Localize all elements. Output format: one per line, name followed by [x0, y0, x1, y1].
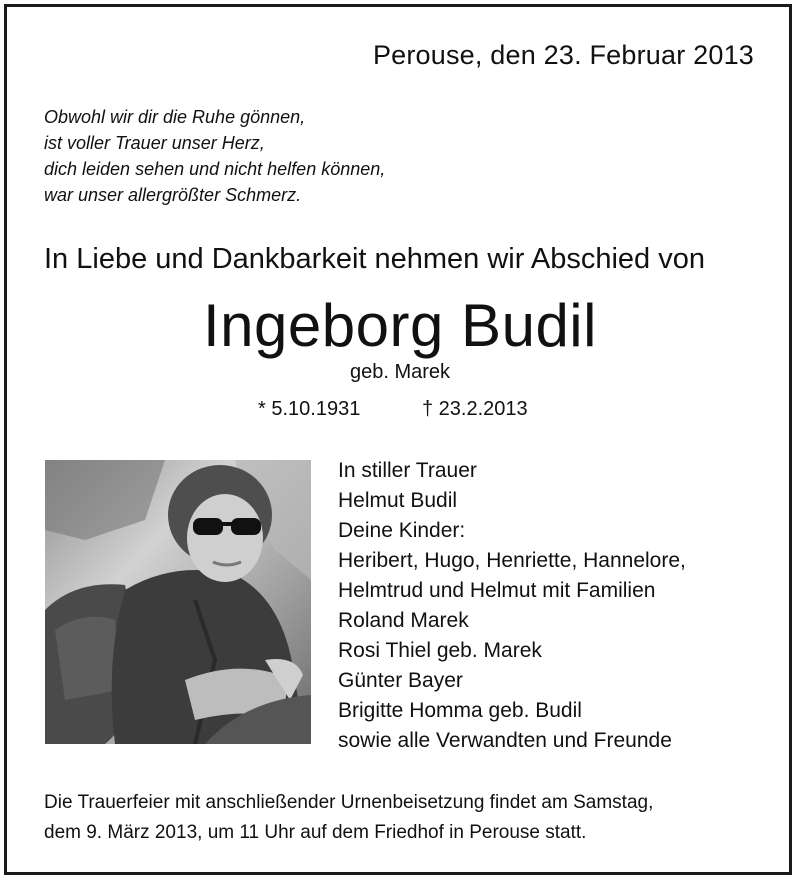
ceremony-line: Die Trauerfeier mit anschließender Urnenbeisetzung findet am Samstag,: [44, 792, 654, 813]
poem: [44, 104, 385, 208]
farewell-intro: In Liebe und Dankbarkeit nehmen wir Abschied von: [44, 243, 705, 275]
portrait-photo-icon: [45, 460, 311, 744]
mourner-line: Rosi Thiel geb. Marek: [338, 639, 542, 662]
ceremony-line: dem 9. März 2013, um 11 Uhr auf dem Friedhof in Perouse statt.: [44, 822, 587, 843]
mourner-line: In stiller Trauer: [338, 459, 477, 482]
mourner-line: Helmtrud und Helmut mit Familien: [338, 579, 656, 602]
mourner-line: Deine Kinder:: [338, 519, 466, 542]
mourners-list: [338, 456, 686, 756]
maiden-name: geb. Marek: [349, 361, 451, 383]
birth-date: * 5.10.1931: [258, 398, 361, 420]
poem-line: war unser allergrößter Schmerz.: [44, 185, 302, 205]
death-date: † 23.2.2013: [422, 398, 528, 420]
place-date: Perouse, den 23. Februar 2013: [372, 40, 754, 70]
deceased-name: Ingeborg Budil: [203, 292, 597, 359]
mourner-line: Roland Marek: [338, 609, 469, 632]
mourner-line: sowie alle Verwandten und Freunde: [338, 729, 672, 752]
poem-line: dich leiden sehen und nicht helfen können,: [44, 159, 386, 179]
mourner-line: Günter Bayer: [338, 669, 463, 692]
mourner-line: Brigitte Homma geb. Budil: [338, 699, 582, 722]
poem-line: Obwohl wir dir die Ruhe gönnen,: [44, 107, 306, 127]
mourner-line: Heribert, Hugo, Henriette, Hannelore,: [338, 549, 686, 572]
ceremony-info: [44, 788, 653, 848]
mourner-line: Helmut Budil: [338, 489, 458, 512]
poem-line: ist voller Trauer unser Herz,: [44, 133, 265, 153]
